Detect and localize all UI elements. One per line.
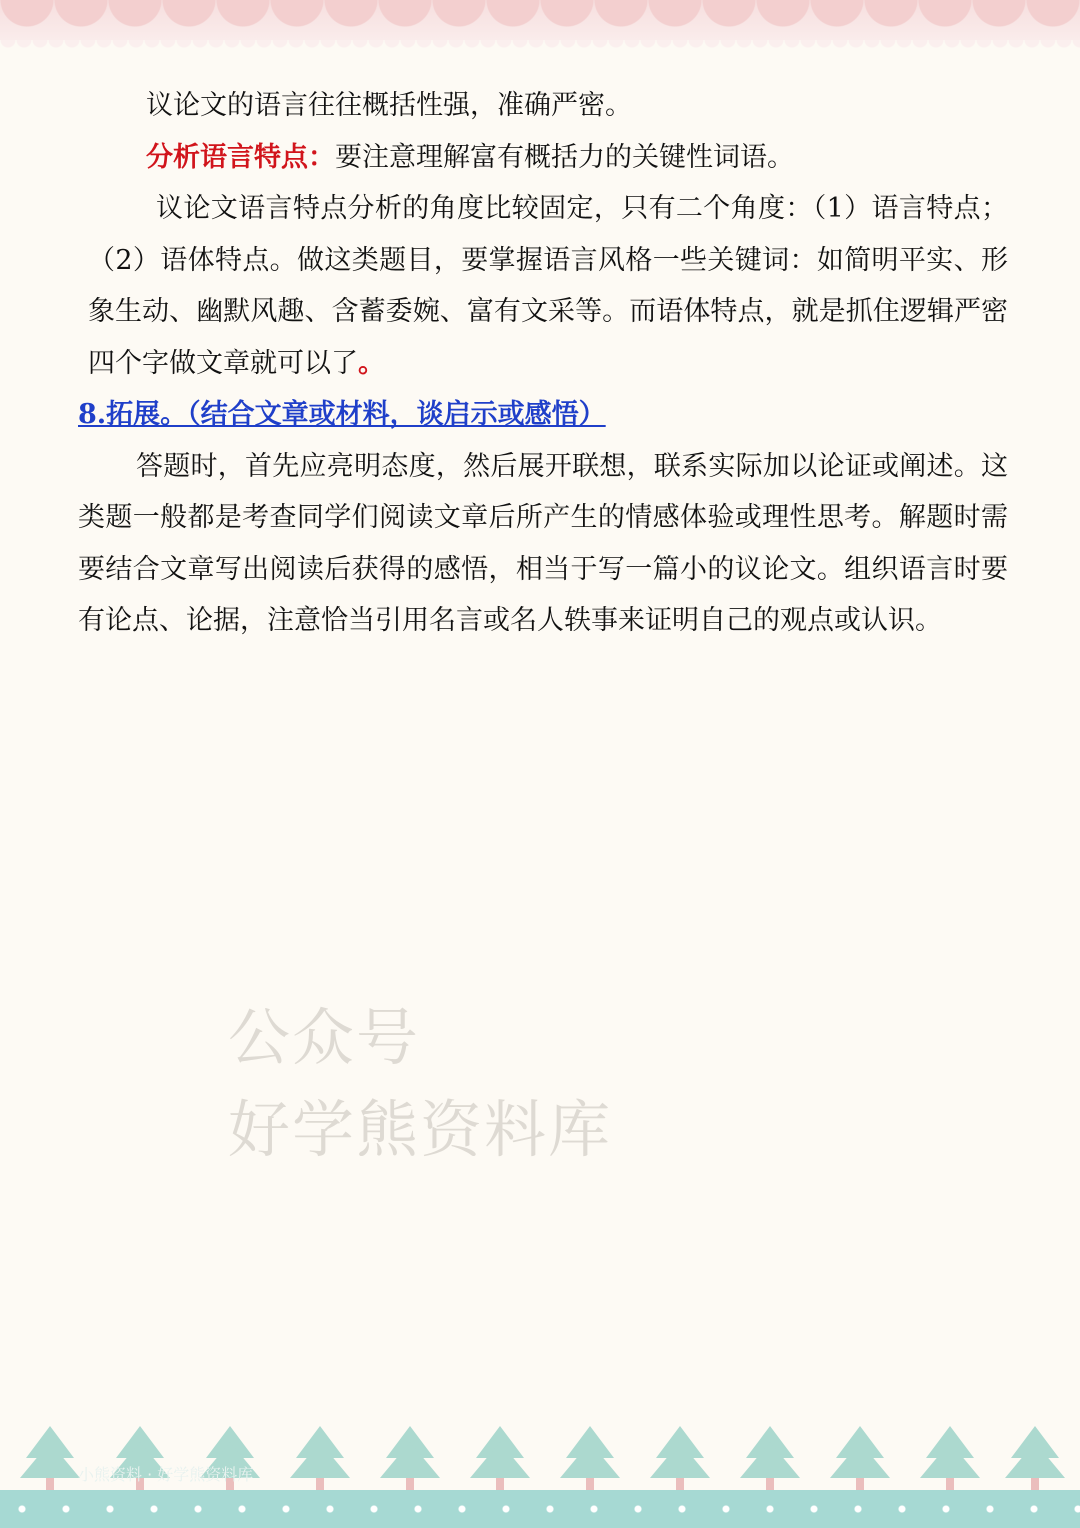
paragraph-language-summary: 议论文的语言往往概括性强，准确严密。 — [146, 90, 632, 121]
paragraph-answer-method: 答题时，首先应亮明态度，然后展开联想，联系实际加以论证或阐述。这类题一般都是考查同学们阅读文章后所产生的情感体验或理性思考。解题时需要结合文章写出阅读后获得的感悟，相当于写一篇小的议论文。组织语言时要有论点、论据，注意恰当引用名言或名人轶事来证明自己的观点或认识。 — [78, 450, 1008, 636]
analyze-language-label: 分析语言特点： — [146, 141, 335, 173]
watermark — [228, 992, 612, 1176]
section-heading-expansion: 8.拓展。（结合文章或材料，谈启示或感悟） — [78, 399, 606, 430]
top-decorative-border — [0, 0, 1080, 48]
footer-faint-text: 小熊资料 · 好学熊资料库 — [78, 1465, 254, 1484]
language-features-text: 议论文语言特点分析的角度比较固定，只有二个角度：（1）语言特点；（2）语体特点。做这类题目，要掌握语言风格一些关键词：如简明平实、形象生动、幽默风趣、含蓄委婉、富有文采等。而语体特点，就是抓住逻辑严密四个字做文章就可以了 — [88, 193, 1008, 379]
analyze-language-text: 要注意理解富有概括力的关键性词语。 — [335, 141, 794, 173]
language-features-end-mark: 。 — [358, 347, 385, 379]
bottom-decorative-border — [0, 1418, 1080, 1528]
watermark-line-2: 好学熊资料库 — [228, 1093, 613, 1166]
dotted-strip — [0, 1490, 1080, 1528]
paragraph-language-features — [78, 183, 1008, 389]
watermark-line-1: 公众号 — [228, 1001, 421, 1074]
tree-row-icon — [0, 1418, 1080, 1498]
paragraph-analyze-language — [78, 132, 1008, 184]
document-body — [78, 80, 1008, 647]
